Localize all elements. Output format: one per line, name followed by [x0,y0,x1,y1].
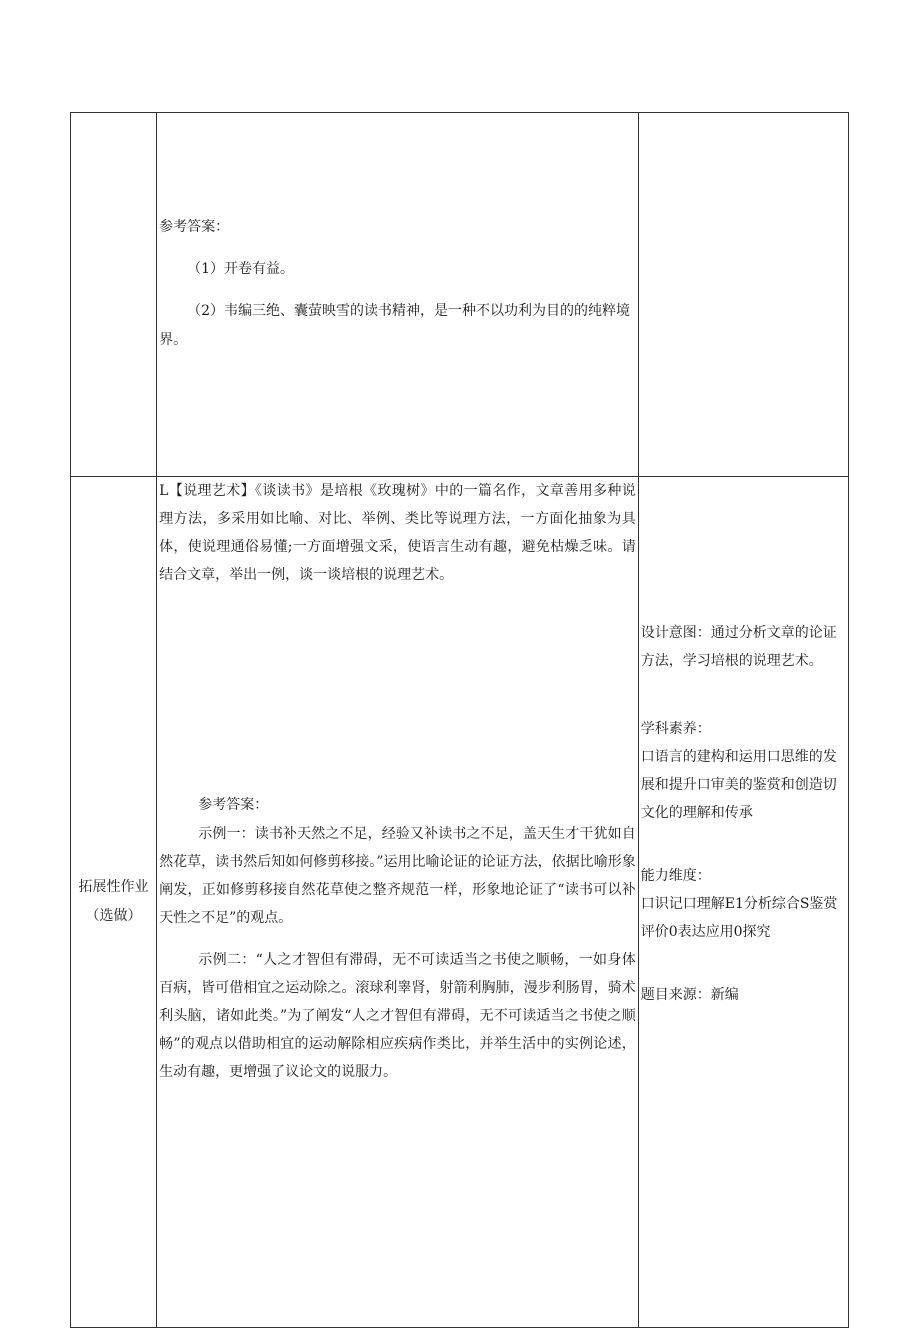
task-content-cell [157,477,639,1328]
literacy-text: 口语言的建构和运用口思维的发展和提升口审美的鉴赏和创造切文化的理解和传承 [640,749,837,821]
design-note-cell [638,477,848,1328]
answer-example-1: 示例一：读书补天然之不足，经验又补读书之不足，盖天生才干犹如自然花草，读书然后知如何修剪移接。”运用比喻论证的论证方法，依据比喻形象阐发，正如修剪移接自然花草使之整齐规范一样，形象地论证了“读书可以补天性之不足”的观点。 [159,826,636,926]
answer-item-2: （2）韦编三绝、囊萤映雪的读书精神，是一种不以功利为目的的纯粹境界。 [159,303,631,348]
answer-label: 参考答案： [159,219,230,235]
answer-example-2: 示例二：“人之才智但有滞碍，无不可读适当之书使之顺畅，一如身体百病，皆可借相宜之运动除之。滚球利睾肾，射箭利胸肺，漫步利肠胃，骑术利头脑，诸如此类。”为了阐发“人之才智但有滞碍，无不可读适当之书使之顺畅”的观点以借助相宜的运动解除相应疾病作类比，并举生活中的实例论述，生动有趣，更增强了议论文的说服力。 [159,952,636,1080]
note-cell-empty [638,113,848,477]
table-row [71,477,849,1328]
table-row [71,113,849,477]
answer-label: 参考答案： [198,797,269,813]
question-text: L【说理艺术】《谈读书》是培根《玫瑰树》中的一篇名作，文章善用多种说理方法，多采用如比喻、对比、举例、类比等说理方法，一方面化抽象为具体，使说理通俗易懂;一方面增强文采，使语言生动有趣，避免枯燥乏味。请结合文章，举出一例，谈一谈培根的说理艺术。 [159,483,636,583]
task-type-label: 拓展性作业 [78,879,149,895]
homework-table [70,112,849,1328]
literacy-label: 学科素养： [640,721,711,737]
ability-label: 能力维度： [640,868,711,884]
question-source: 题目来源：新编 [640,987,739,1003]
answer-cell [157,113,639,477]
task-type-cell [71,477,157,1328]
label-cell-empty [71,113,157,477]
design-intent: 设计意图：通过分析文章的论证方法，学习培根的说理艺术。 [640,625,837,669]
task-optional-label: （选做） [85,908,142,924]
ability-text: 口识记口理解E1分析综合S鉴赏评价0表达应用0探究 [640,896,838,940]
answer-item-1: （1）开卷有益。 [187,261,295,277]
